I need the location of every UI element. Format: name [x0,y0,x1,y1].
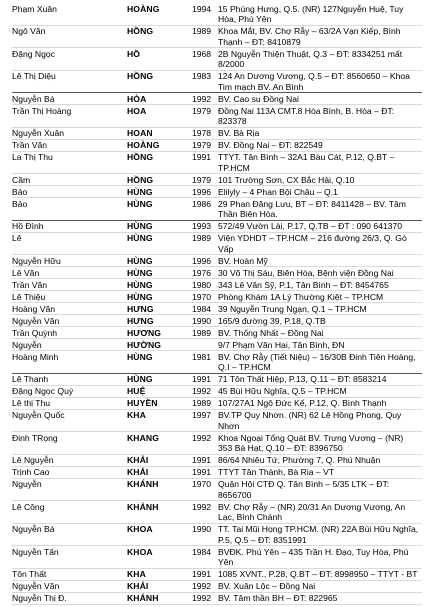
directory-row [12,374,422,386]
given-name: KHẢI [127,455,149,465]
address-text: Quận Hội CTĐ Q. Tân Bình – 5/35 LTK – ĐT: 8656700 [218,479,390,500]
directory-row [12,524,422,547]
graduation-year: 1989 [191,233,212,243]
graduation-year: 1970 [191,291,212,302]
given-name: HỒNG [127,152,154,162]
directory-row [12,71,422,94]
family-name: Ngô Văn [12,26,46,36]
directory-row [12,569,422,581]
directory-row [12,255,422,267]
address-text: Phòng Khám 1A Lý Thường Kiệt – TP.HCM [218,291,384,302]
directory-row [12,198,422,221]
family-name: Nguyễn Bá [12,524,55,534]
directory-row [12,467,422,479]
given-name: HÙNG [127,291,153,302]
graduation-year: 1979 [191,105,212,116]
address-text: TTYT Tân Thành, Bà Rịa – VT [218,467,335,477]
graduation-year: 1981 [191,351,212,362]
address-text: BV. Chợ Rẫy – (NR) 20/31 An Dương Vương, An Lạc, Bình Chánh [218,501,406,522]
directory-row [12,546,422,569]
given-name: HOÀNG [127,140,160,150]
directory-row [12,93,422,105]
address-text: 45 Bùi Hữu Nghĩa, Q.5 – TP.HCM [218,386,347,396]
address-text: 30 Võ Thị Sáu, Biên Hòa, Bệnh viện Đồng Nai [218,267,394,278]
given-name: HOAN [127,128,153,138]
directory-row [12,221,422,233]
address-text: 1085 XVNT., P.28, Q.BT – ĐT: 8998950 – TTYT - BT [218,569,418,579]
graduation-year: 1979 [191,140,212,150]
family-name: Trần Thị Hoàng [12,105,72,116]
directory-row [12,291,422,303]
graduation-year: 1992 [191,93,212,104]
family-name: Lê Văn [12,267,40,278]
family-name: Lê Nguyễn [12,455,54,465]
directory-row [12,479,422,502]
graduation-year: 1996 [191,255,212,266]
address-text: 107/27A1 Ngô Đức Kế, P.12, Q. Bình Thạnh [218,398,387,408]
graduation-year: 1997 [191,410,212,420]
graduation-year: 1994 [191,3,212,14]
family-name: La Thị Thu [12,152,53,162]
given-name: KHẢI [127,581,149,591]
given-name: HƯỜNG [127,339,162,350]
address-text: BV. Tâm thần BH – ĐT: 822965 [218,593,338,603]
directory-row [12,140,422,152]
family-name: Nguyễn Văn [12,581,60,591]
family-name: Lê Thị Diệu [12,71,56,81]
given-name: KHẢI [127,467,149,477]
address-text: Khoa Ngoại Tổng Quát BV. Trưng Vương – (NR) 353 Bà Hạt, Q.10 – ĐT: 8396750 [218,432,404,453]
address-text: BV. Cao su Đồng Nai [218,93,299,104]
given-name: HOÀNG [127,3,160,14]
graduation-year: 1986 [191,198,212,209]
graduation-year: 1990 [191,524,212,534]
family-name: Nguyễn Thị Đ. [12,593,67,603]
graduation-year: 1990 [191,315,212,326]
graduation-year: 1983 [191,71,212,81]
address-text: 29 Phan Đăng Lưu, BT – ĐT: 8411428 – BV. Tâm Thần Biên Hòa. [218,198,406,219]
family-name: Đinh TRọng [12,432,58,443]
directory-row [12,3,422,26]
family-name: Nguyễn Hữu [12,255,61,266]
given-name: HOA [127,105,147,116]
family-name: Nguyễn [12,479,42,489]
graduation-year: 1993 [191,221,212,231]
family-name: Trần Văn [12,279,48,290]
given-name: KHANG [127,432,160,443]
address-text: BV. Bà Rịa [218,128,260,138]
address-text: 124 An Dương Vương, Q.5 – ĐT: 8560650 – Khoa Tim mạch BV. An Bình [218,71,410,92]
address-text: 71 Tôn Thất Hiệp, P.13, Q.11 – ĐT: 8583214 [218,374,387,384]
directory-row [12,327,422,339]
graduation-year [185,339,218,350]
family-name: Lê [12,233,22,243]
directory-row [12,339,422,351]
directory-row [12,279,422,291]
family-name: Nguyễn Bá [12,93,55,104]
given-name: KHÁNH [127,479,159,489]
directory-row [12,315,422,327]
address-text: TTYT. Tân Bình – 32A1 Bàu Cát, P.12, Q.BT – TP.HCM [218,152,395,173]
given-name: HUYỀN [127,398,158,408]
family-name: Nguyễn [12,339,42,350]
address-text: 86/64 Nhiêu Tứ, Phường 7, Q. Phú Nhuận [218,455,381,465]
directory-row [12,501,422,524]
address-text: BV. Thống Nhất – Đồng Nai [218,327,324,338]
graduation-year: 1984 [191,303,212,314]
directory-row [12,455,422,467]
graduation-year: 1976 [191,267,212,278]
directory-row [12,398,422,410]
given-name: HÙNG [127,198,153,209]
family-name: Lê Thiệu [12,291,46,302]
family-name: Lê Thanh [12,374,49,384]
family-name: Lê Công [12,501,45,512]
graduation-year: 1992 [191,501,212,512]
given-name: KHÁNH [127,593,159,603]
address-text: 165/9 đường 39, P.18, Q.TB [218,315,326,326]
address-text: 39 Nguyễn Trung Ngạn, Q.1 – TP.HCM [218,303,367,314]
address-text: 9/7 Phạm Văn Hai, Tân Bình, ĐN [218,339,345,350]
address-text: 2B Nguyễn Thiện Thuật, Q.3 – ĐT: 8334251 mất 8/2000 [218,48,403,69]
directory-row [12,174,422,186]
given-name: HỒNG [127,174,154,185]
given-name: HÙNG [127,351,153,362]
directory-row [12,386,422,398]
family-name: Cầm [12,174,31,185]
address-text: BV. Đồng Nai – ĐT: 822549 [218,140,323,150]
graduation-year: 1991 [191,152,212,162]
family-name: Bảo [12,198,28,209]
directory-row [12,593,422,605]
given-name: HÙNG [127,233,153,243]
graduation-year: 1991 [191,455,212,465]
address-text: 343 Lê Văn Sỹ, P.1, Tân Bình – ĐT: 8454765 [218,279,389,290]
directory-row [12,233,422,256]
given-name: KHOA [127,524,153,534]
address-text: BVĐK. Phú Yên – 435 Trần H. Đạo, Tuy Hòa, Phú Yên [218,546,409,567]
directory-row [12,26,422,49]
graduation-year: 1992 [191,581,212,591]
family-name: Nguyễn Tấn [12,546,59,557]
family-name: Hoàng Văn [12,303,56,314]
graduation-year: 1979 [191,174,212,185]
address-text: 572/49 Vườn Lài, P.17, Q.TB – ĐT : 090 641370 [218,221,403,231]
graduation-year: 1989 [191,26,212,36]
address-text: BV.TP Quy Nhơn. (NR) 62 Lê Hồng Phong, Quy Nhơn [218,410,402,431]
directory-row [12,432,422,455]
directory-row [12,128,422,140]
given-name: HƯNG [127,315,154,326]
directory-row [12,267,422,279]
family-name: Đặng Ngọc [12,48,55,59]
address-text: Elilyly – 4 Phan Bội Châu – Q.1 [218,186,338,197]
directory-row [12,303,422,315]
graduation-year: 1991 [191,569,212,579]
graduation-year: 1978 [191,128,212,138]
family-name: Nguyễn Quốc [12,410,65,420]
graduation-year: 1984 [191,546,212,557]
given-name: HỒ [127,48,141,59]
graduation-year: 1989 [191,398,212,408]
given-name: HƯNG [127,303,154,314]
family-name: Phạm Xuân [12,3,57,14]
directory-row [12,48,422,71]
address-text: Khoa Mắt, BV. Chợ Rẫy – 63/2A Vạn Kiếp, Bình Thạnh – ĐT: 8410879 [218,26,401,47]
given-name: HÒA [127,93,147,104]
graduation-year: 1989 [191,327,212,338]
given-name: HÙNG [127,255,153,266]
address-text: BV. Hoàn Mỹ [218,255,268,266]
given-name: KHA [127,410,146,420]
given-name: HÙNG [127,374,153,384]
family-name: Tôn Thất [12,569,47,579]
family-name: Hoàng Minh [12,351,59,362]
given-name: HỒNG [127,71,154,81]
directory-list [12,3,422,605]
family-name: Trịnh Cao [12,467,50,477]
directory-row [12,105,422,128]
directory-row [12,186,422,198]
given-name: HÙNG [127,267,153,278]
given-name: HỒNG [127,26,154,36]
family-name: Trần Quỳnh [12,327,58,338]
graduation-year: 1991 [191,467,212,477]
family-name: Đặng Ngọc Quý [12,386,74,396]
directory-row [12,152,422,175]
family-name: Bảo [12,186,28,197]
graduation-year: 1980 [191,279,212,290]
graduation-year: 1992 [191,593,212,603]
address-text: 15 Phùng Hưng, Q.5. (NR) 127Nguyễn Huệ, Tuy Hòa, Phú Yên [218,3,404,24]
family-name: Nguyễn Xuân [12,128,65,138]
given-name: HUỆ [127,386,146,396]
graduation-year: 1991 [191,374,212,384]
address-text: BV. Xuân Lộc – Đồng Nai [218,581,316,591]
graduation-year: 1992 [191,432,212,443]
address-text: Viện YDHDT – TP.HCM – 216 đường 26/3, Q. Gò Vấp [218,233,407,254]
graduation-year: 1992 [191,386,212,396]
given-name: HÙNG [127,186,153,197]
given-name: HÙNG [127,279,153,290]
given-name: HƯƠNG [127,327,162,338]
family-name: Trần Văn [12,140,48,150]
directory-row [12,581,422,593]
address-text: Đồng Nai 113A CMT.8 Hòa Bình, B. Hòa – ĐT: 823378 [218,105,395,126]
graduation-year: 1996 [191,186,212,197]
given-name: KHOA [127,546,153,557]
given-name: KHÁNH [127,501,159,512]
family-name: Nguyễn Văn [12,315,60,326]
graduation-year: 1970 [191,479,212,489]
family-name: Lê thị Thu [12,398,51,408]
address-text: BV. Chợ Rẫy (Tiết Niệu) – 16/30B Đinh Tiên Hoàng, Q.I – TP.HCM [218,351,416,372]
directory-row [12,410,422,433]
address-text: 101 Trường Sơn, CX Bắc Hải, Q.10 [218,174,355,185]
graduation-year: 1968 [191,48,212,59]
given-name: HÙNG [127,221,153,231]
given-name: KHA [127,569,146,579]
address-text: TT. Tai Mũi Họng TP.HCM. (NR) 22A Bùi Hữu Nghĩa, P.5, Q.5 – ĐT: 8351991 [218,524,419,545]
family-name: Hồ Đình [12,221,44,231]
directory-row [12,351,422,374]
